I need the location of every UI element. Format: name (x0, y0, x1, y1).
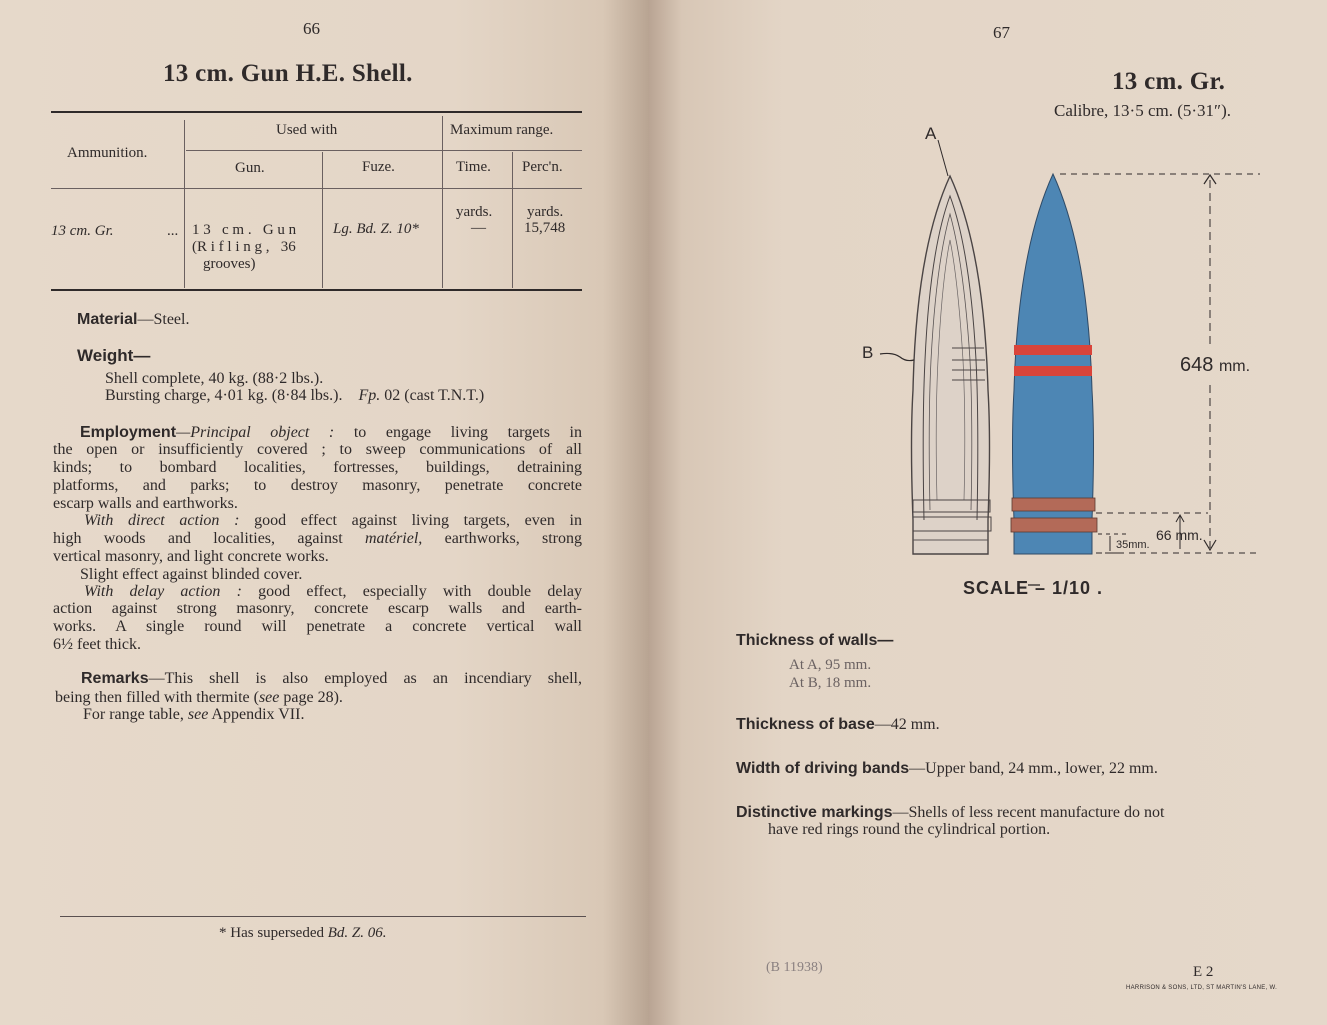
shell-section-drawing (912, 176, 992, 554)
row-perc-unit: yards. (527, 204, 564, 220)
group-max-range: Maximum range. (450, 122, 554, 138)
dim-35: 35mm. (1116, 539, 1150, 551)
employment-line13: 6½ feet thick. (53, 636, 141, 653)
page-title: 13 cm. Gr. (1112, 68, 1226, 95)
dim-total-unit: mm. (1218, 358, 1251, 375)
print-code: (B 11938) (766, 960, 823, 975)
bands-text: —Upper band, 24 mm., lower, 22 mm. (909, 760, 1158, 777)
direct-action-rest: good effect against living targets, even in (239, 512, 582, 529)
employment-line12: works. A single round will penetrate a concrete vertical wall (53, 618, 582, 635)
base-label: Thickness of base (736, 716, 875, 733)
page-number: 66 (303, 19, 320, 38)
material-line (77, 311, 189, 329)
label-a: A (925, 124, 937, 143)
weight-line2 (105, 387, 484, 405)
employment-line9: Slight effect against blinded cover. (80, 566, 303, 583)
scale-label: SCALE – 1/10 . (963, 578, 1104, 598)
walls-line1: At A, 95 mm. (789, 657, 872, 673)
weight-label: Weight— (77, 346, 151, 365)
row-time-value: — (471, 220, 486, 236)
dim-66: 66 mm. (1156, 527, 1203, 543)
material-text: —Steel. (137, 311, 190, 328)
page-title: 13 cm. Gun H.E. Shell. (163, 60, 413, 87)
shell-diagram (648, 0, 1327, 620)
employment-line1-rest: to engage living targets in (334, 424, 582, 441)
remarks-line2-b: page 28). (279, 689, 343, 706)
employment-line7-i: matériel, (364, 530, 423, 547)
weight-line2-b: Fp. (358, 387, 381, 404)
left-page (0, 0, 648, 1025)
page-number: 67 (993, 23, 1010, 42)
markings-line2: have red rings round the cylindrical portion. (768, 821, 1051, 838)
delay-action-label: With delay action : (84, 583, 242, 600)
bands-line (736, 760, 1158, 778)
remarks-line2-i: see (258, 689, 280, 706)
remarks-line3 (83, 706, 304, 724)
footnote (219, 924, 387, 942)
employment-line5: escarp walls and earthworks. (53, 495, 238, 512)
col-fuze: Fuze. (362, 159, 395, 175)
walls-line2: At B, 18 mm. (789, 675, 872, 691)
remarks-line3-b: Appendix VII. (208, 706, 305, 723)
row-time-unit: yards. (456, 204, 493, 220)
base-line (736, 716, 940, 734)
markings-line1 (736, 804, 1257, 822)
col-perc: Perc'n. (522, 159, 563, 175)
remarks-line1-rest: —This shell is also employed as an incendiary shell, (148, 670, 582, 687)
delay-action-rest: good effect, especially with double delay (241, 583, 582, 600)
weight-line2-c: 02 (cast T.N.T.) (380, 387, 485, 404)
footnote-italic: Bd. Z. 06. (327, 925, 387, 941)
label-b: B (862, 343, 874, 362)
calibre: Calibre, 13·5 cm. (5·31″). (1054, 101, 1232, 120)
employment-line11: action against strong masonry, concrete escarp walls and earth- (53, 600, 582, 617)
shell-exterior-drawing (1011, 174, 1097, 554)
col-ammunition: Ammunition. (67, 145, 148, 161)
employment-line10 (84, 583, 582, 601)
remarks-line3-a: For range table, (83, 706, 188, 723)
employment-line7-a: high woods and localities, against (53, 530, 365, 547)
remarks-line2-a: being then filled with thermite ( (55, 689, 259, 706)
weight-line2-a: Bursting charge, 4·01 kg. (8·84 lbs.). (105, 387, 343, 404)
walls-label-line (736, 632, 893, 650)
employment-label: Employment (80, 424, 177, 441)
row-perc-value: 15,748 (524, 220, 566, 236)
col-time: Time. (456, 159, 491, 175)
remarks-line2 (55, 689, 343, 707)
dim-total (1180, 354, 1250, 377)
markings-text: —Shells of less recent manufacture do not (892, 804, 1165, 821)
group-used-with: Used with (276, 122, 338, 138)
material-label: Material (77, 311, 138, 328)
employment-line6 (84, 512, 582, 530)
remarks-line3-i: see (187, 706, 209, 723)
row-dots: ... (167, 223, 179, 239)
employment-line7-b: earthworks, strong (422, 530, 583, 547)
remarks-label: Remarks (81, 670, 149, 687)
remarks-line1 (81, 670, 582, 688)
employment-line2: the open or insufficiently covered ; to sweep communications of all (53, 441, 582, 458)
bands-label: Width of driving bands (736, 760, 910, 777)
base-text: —42 mm. (874, 716, 940, 733)
dim-total-value: 648 (1180, 354, 1214, 376)
employment-line4: platforms, and parks; to destroy masonry, penetrate concrete (53, 477, 582, 494)
employment-principal: —Principal object : (176, 424, 335, 441)
direct-action-label: With direct action : (84, 512, 240, 529)
signature-mark: E 2 (1193, 964, 1214, 980)
footnote-rule (60, 916, 586, 917)
markings-label: Distinctive markings (736, 804, 893, 821)
walls-label: Thickness of walls— (736, 632, 894, 649)
row-ammunition: 13 cm. Gr. (51, 223, 114, 239)
footnote-text: * Has superseded (219, 925, 328, 941)
employment-line3: kinds; to bombard localities, fortresses, buildings, detraining (53, 459, 582, 476)
row-gun-line2: (R i f l i n g , 36 (192, 239, 296, 255)
employment-line1 (80, 424, 582, 442)
row-gun-line1: 1 3 c m . G u n (192, 222, 297, 238)
col-gun: Gun. (235, 160, 265, 176)
row-gun-line3: grooves) (203, 256, 256, 272)
employment-line7 (53, 530, 582, 548)
printer-imprint: HARRISON & SONS, LTD, ST MARTIN'S LANE, W. (1126, 985, 1278, 991)
row-fuze: Lg. Bd. Z. 10* (333, 221, 419, 237)
employment-line8: vertical masonry, and light concrete works. (53, 548, 329, 565)
right-page (648, 0, 1327, 1025)
weight-line1: Shell complete, 40 kg. (88·2 lbs.). (105, 370, 324, 387)
